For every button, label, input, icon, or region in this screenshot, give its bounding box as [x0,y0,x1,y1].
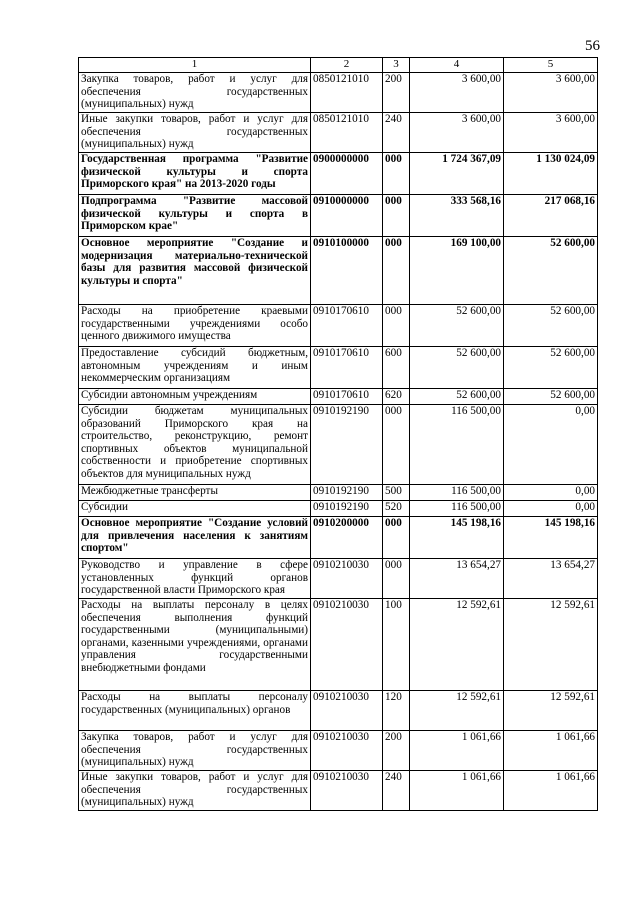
table-row [79,485,598,501]
row-value-2: 52 600,00 [504,237,598,305]
row-expense-kind: 000 [383,195,410,237]
row-code: 0850121010 [311,73,383,113]
row-code: 0910192190 [311,485,383,501]
row-name: Субсидии автономным учреждениям [79,389,311,405]
row-expense-kind: 520 [383,501,410,517]
row-value-1: 145 198,16 [410,517,504,559]
row-value-1: 116 500,00 [410,485,504,501]
row-value-2: 3 600,00 [504,113,598,153]
table-row [79,599,598,691]
row-code: 0910210030 [311,559,383,599]
row-name: Расходы на выплаты персоналу в целях обеспечения выполнения функций государственными (муниципальными) органами, казенными учреждениями, органами управления государственными внебюджетными фондами [79,599,311,691]
row-name: Руководство и управление в сфере установленных функций органов государственной власти Приморского края [79,559,311,599]
row-expense-kind: 120 [383,691,410,731]
row-name: Расходы на приобретение краевыми государственными учреждениями особо ценного движимого имущества [79,305,311,347]
row-name: Субсидии бюджетам муниципальных образований Приморского края на строительство, реконструкцию, ремонт спортивных объектов муниципальной собственности и приобретение спортивных объектов для муниципальных нужд [79,405,311,485]
row-value-1: 3 600,00 [410,73,504,113]
row-value-1: 1 061,66 [410,771,504,811]
row-expense-kind: 000 [383,405,410,485]
row-expense-kind: 200 [383,731,410,771]
row-value-2: 52 600,00 [504,347,598,389]
row-name: Основное мероприятие "Создание условий для привлечения населения к занятиям спортом" [79,517,311,559]
table-row [79,559,598,599]
table-row [79,405,598,485]
row-value-1: 13 654,27 [410,559,504,599]
row-name: Закупка товаров, работ и услуг для обеспечения государственных (муниципальных) нужд [79,731,311,771]
row-name: Закупка товаров, работ и услуг для обеспечения государственных (муниципальных) нужд [79,73,311,113]
header-cell-value-2: 5 [504,58,598,73]
table-row [79,113,598,153]
row-value-1: 1 724 367,09 [410,153,504,195]
row-code: 0910210030 [311,731,383,771]
row-name: Расходы на выплаты персоналу государственных (муниципальных) органов [79,691,311,731]
row-value-2: 0,00 [504,405,598,485]
row-expense-kind: 240 [383,113,410,153]
row-value-1: 1 061,66 [410,731,504,771]
row-value-2: 1 130 024,09 [504,153,598,195]
table-row [79,237,598,305]
table-row [79,501,598,517]
row-code: 0910170610 [311,305,383,347]
row-value-2: 0,00 [504,485,598,501]
page-number: 56 [585,38,600,54]
row-name: Иные закупки товаров, работ и услуг для обеспечения государственных (муниципальных) нужд [79,113,311,153]
row-expense-kind: 500 [383,485,410,501]
row-code: 0850121010 [311,113,383,153]
row-value-2: 0,00 [504,501,598,517]
header-cell-kind: 3 [383,58,410,73]
row-value-1: 12 592,61 [410,691,504,731]
row-code: 0910210030 [311,771,383,811]
row-value-1: 169 100,00 [410,237,504,305]
table-row [79,691,598,731]
row-expense-kind: 000 [383,305,410,347]
table-row [79,305,598,347]
row-name: Основное мероприятие "Создание и модернизация материально-технической базы для развития массовой физической культуры и спорта" [79,237,311,305]
row-name: Субсидии [79,501,311,517]
row-value-1: 52 600,00 [410,389,504,405]
row-expense-kind: 240 [383,771,410,811]
row-expense-kind: 000 [383,559,410,599]
row-value-2: 217 068,16 [504,195,598,237]
row-code: 0910210030 [311,691,383,731]
row-code: 0910192190 [311,501,383,517]
row-value-1: 116 500,00 [410,501,504,517]
row-value-1: 12 592,61 [410,599,504,691]
row-expense-kind: 000 [383,153,410,195]
row-code: 0910100000 [311,237,383,305]
row-value-2: 1 061,66 [504,731,598,771]
budget-table [78,57,598,811]
row-name: Межбюджетные трансферты [79,485,311,501]
row-code: 0910200000 [311,517,383,559]
row-expense-kind: 100 [383,599,410,691]
row-expense-kind: 600 [383,347,410,389]
row-value-1: 52 600,00 [410,347,504,389]
row-value-2: 52 600,00 [504,305,598,347]
row-name: Подпрограмма "Развитие массовой физической культуры и спорта в Приморском крае" [79,195,311,237]
table-row [79,153,598,195]
row-name: Государственная программа "Развитие физической культуры и спорта Приморского края" на 2013-2020 годы [79,153,311,195]
table-row [79,389,598,405]
table-row [79,517,598,559]
table-row [79,347,598,389]
table-header-row [79,58,598,73]
row-name: Предоставление субсидий бюджетным, автономным учреждениям и иным некоммерческим организациям [79,347,311,389]
row-name: Иные закупки товаров, работ и услуг для обеспечения государственных (муниципальных) нужд [79,771,311,811]
row-expense-kind: 000 [383,237,410,305]
header-cell-name: 1 [79,58,311,73]
row-value-1: 3 600,00 [410,113,504,153]
row-code: 0910170610 [311,347,383,389]
table-row [79,73,598,113]
row-code: 0910192190 [311,405,383,485]
row-code: 0910170610 [311,389,383,405]
row-value-2: 3 600,00 [504,73,598,113]
row-value-2: 52 600,00 [504,389,598,405]
row-value-2: 145 198,16 [504,517,598,559]
table-row [79,195,598,237]
row-value-1: 52 600,00 [410,305,504,347]
row-expense-kind: 000 [383,517,410,559]
header-cell-value-1: 4 [410,58,504,73]
row-value-1: 116 500,00 [410,405,504,485]
table-row [79,771,598,811]
header-cell-code: 2 [311,58,383,73]
row-value-1: 333 568,16 [410,195,504,237]
row-code: 0900000000 [311,153,383,195]
row-value-2: 1 061,66 [504,771,598,811]
row-value-2: 12 592,61 [504,599,598,691]
row-code: 0910210030 [311,599,383,691]
row-value-2: 13 654,27 [504,559,598,599]
row-value-2: 12 592,61 [504,691,598,731]
row-expense-kind: 620 [383,389,410,405]
row-expense-kind: 200 [383,73,410,113]
table-row [79,731,598,771]
row-code: 0910000000 [311,195,383,237]
